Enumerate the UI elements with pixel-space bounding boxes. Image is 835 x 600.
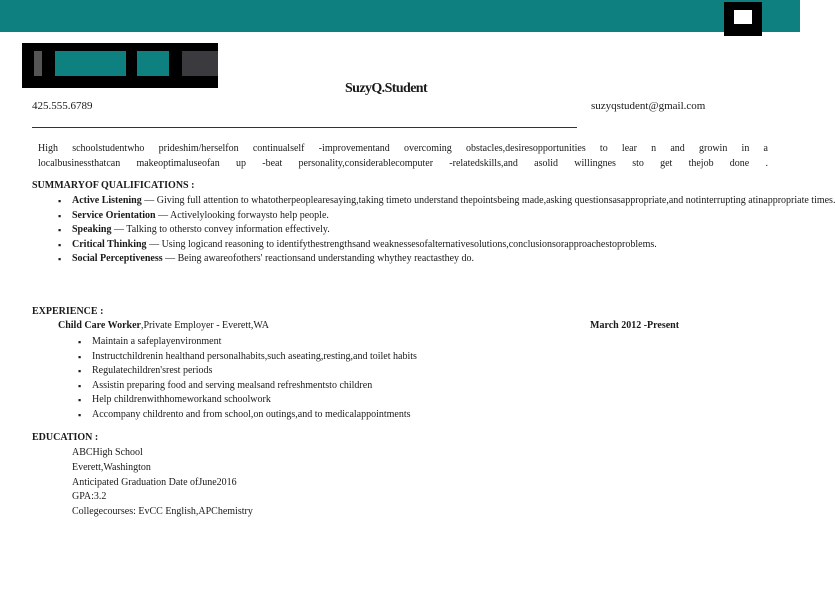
graduation-date: Anticipated Graduation Date ofJune2016 bbox=[72, 476, 237, 488]
list-item bbox=[58, 252, 835, 267]
qualification-text: — Giving full attention to whatotherpeoplearesaying,taking timeto understand thepointsbeing made,asking questions bbox=[144, 195, 613, 206]
list-item bbox=[58, 194, 835, 209]
objective-paragraph bbox=[38, 142, 768, 171]
duties-list bbox=[78, 335, 417, 423]
qualifications-list bbox=[58, 194, 835, 267]
objective-line: High schoolstudentwho prideshim/herselfon continualself -improvementand overcoming obstacles,desiresopportunities to lear n and growin in a bbox=[38, 143, 768, 154]
list-item bbox=[58, 238, 835, 253]
experience-heading: EXPERIENCE : bbox=[32, 306, 104, 317]
qualification-text: — Activelylooking forwaysto help people. bbox=[158, 209, 329, 221]
school-name: ABCHigh School bbox=[72, 447, 143, 458]
school-location: Everett,Washington bbox=[72, 461, 151, 473]
list-item bbox=[58, 209, 835, 224]
corner-icon bbox=[724, 2, 762, 36]
qualification-term: Speaking bbox=[72, 224, 112, 236]
education-heading: EDUCATION : bbox=[32, 432, 99, 443]
redacted-logo bbox=[22, 43, 218, 88]
college-courses: Collegecourses: EvCC English,APChemistry bbox=[72, 506, 253, 518]
list-item: ▪ Help childrenwithhomeworkand schoolwork bbox=[78, 393, 417, 408]
qualification-term: Service Orientation bbox=[72, 209, 156, 221]
qualification-term: Active Listening bbox=[72, 195, 142, 206]
list-item bbox=[58, 223, 835, 238]
top-banner bbox=[0, 0, 800, 32]
qualifications-heading: SUMMARYOF QUALIFICATIONS : bbox=[32, 180, 195, 191]
list-item: ▪ Regulatechildren'srest periods bbox=[78, 364, 417, 379]
qualification-text: — Talking to othersto convey information effectively. bbox=[113, 224, 330, 236]
email-address[interactable]: suzyqstudent@gmail.com bbox=[591, 100, 706, 112]
qualification-text: — Using logicand reasoning to identifythestrengthsand weaknessesofalternativesolutions,conclusionsorapproachesto bbox=[149, 238, 618, 250]
list-item: ▪ Instructchildrenin healthand personalhabits,such aseating,resting,and toilet habits bbox=[78, 350, 417, 365]
qualification-cont: problems. bbox=[617, 238, 657, 250]
phone-number: 425.555.6789 bbox=[32, 100, 93, 112]
header-divider bbox=[32, 127, 577, 128]
objective-line: localbusinessthatcan makeoptimaluseofan up -beat personality,considerablecomputer -relatedskills,and asolid willingnes sto get thejob done . bbox=[38, 157, 768, 169]
gpa: GPA:3.2 bbox=[72, 491, 107, 503]
list-item: ▪ Maintain a safeplayenvironment bbox=[78, 335, 417, 350]
job-title: Child Care Worker bbox=[58, 320, 141, 331]
education-block bbox=[72, 446, 253, 520]
job-line bbox=[58, 320, 269, 331]
job-detail: ,Private Employer - Everett,WA bbox=[140, 320, 269, 331]
list-item: ▪ Assistin preparing food and serving mealsand refreshmentsto children bbox=[78, 379, 417, 394]
resume-name: SuzyQ.Student bbox=[345, 81, 428, 96]
qualification-term: Critical Thinking bbox=[72, 238, 147, 250]
qualification-term: Social Perceptiveness bbox=[72, 253, 163, 265]
list-item: ▪ Accompany childrento and from school,on outings,and to medicalappointments bbox=[78, 408, 417, 423]
qualification-text: — Being awareofothers' reactionsand understanding whythey reactasthey do. bbox=[165, 253, 475, 265]
job-dates: March 2012 -Present bbox=[590, 320, 680, 331]
qualification-cont: asappropriate,and notinterrupting atinappropriate times. bbox=[612, 195, 835, 206]
